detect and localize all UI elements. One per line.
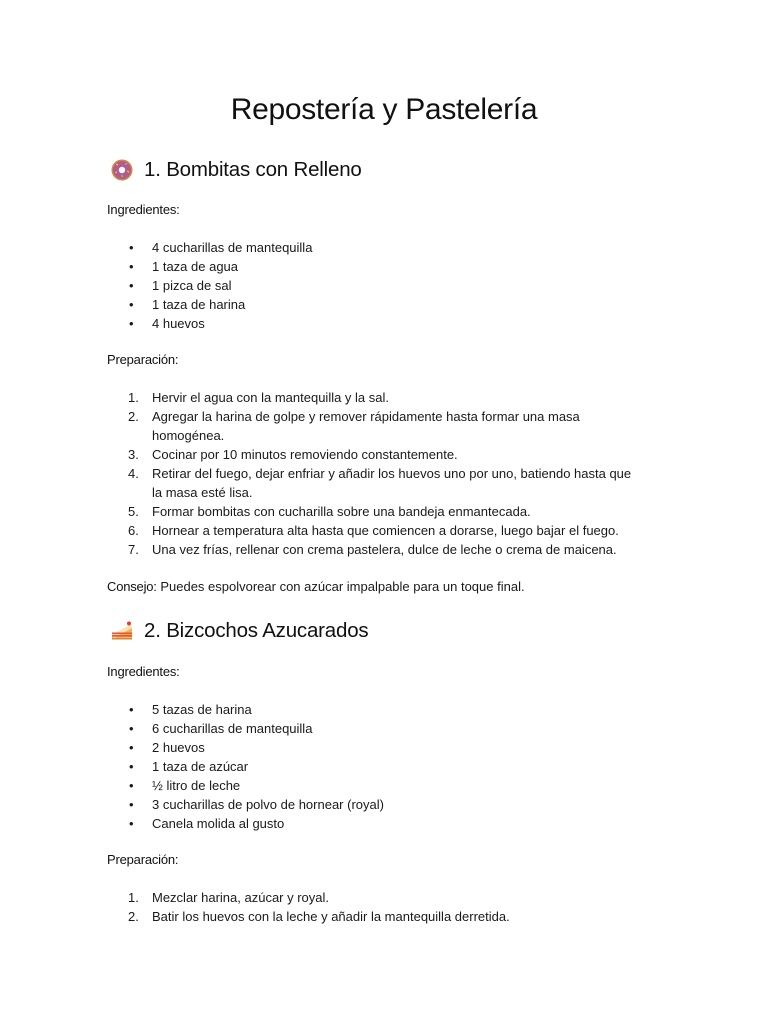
recipe-heading-text: 1. Bombitas con Relleno (144, 158, 362, 181)
bullet-icon: • (129, 797, 134, 812)
step-item: 2. Agregar la harina de golpe y remover rápidamente hasta formar una masa homogénea. (128, 409, 580, 443)
step-item: 4. Retirar del fuego, dejar enfriar y añadir los huevos uno por uno, batiendo hasta que la masa esté lisa. (128, 466, 632, 500)
list-item: • 1 taza de azúcar (129, 759, 249, 774)
step-item: 3. Cocinar por 10 minutos removiendo constantemente. (128, 447, 458, 462)
list-item: • 5 tazas de harina (129, 702, 252, 717)
cake-slice-icon (110, 619, 134, 643)
list-item: • 1 pizca de sal (129, 278, 232, 293)
bullet-icon: • (129, 759, 134, 774)
list-item: • 1 taza de harina (129, 297, 246, 312)
bullet-icon: • (129, 297, 134, 312)
recipe-heading (110, 155, 687, 185)
step-item: 1. Hervir el agua con la mantequilla y la sal. (128, 390, 390, 405)
list-item: • 2 huevos (129, 740, 205, 755)
list-item: • 4 cucharillas de mantequilla (129, 240, 313, 255)
bullet-icon: • (129, 778, 134, 793)
recipe-heading (110, 616, 687, 646)
preparation-label: Preparación: (107, 852, 179, 867)
bullet-icon: • (129, 240, 134, 255)
ingredients-label: Ingredientes: (107, 202, 180, 217)
bullet-icon: • (129, 278, 134, 293)
recipe-heading-text: 2. Bizcochos Azucarados (144, 619, 369, 642)
list-item: • 6 cucharillas de mantequilla (129, 721, 313, 736)
bullet-icon: • (129, 259, 134, 274)
list-item: • ½ litro de leche (129, 778, 241, 793)
ingredients-list (107, 238, 687, 333)
step-item: 5. Formar bombitas con cucharilla sobre una bandeja enmantecada. (128, 504, 531, 519)
step-item: 6. Hornear a temperatura alta hasta que comiencen a dorarse, luego bajar el fuego. (128, 523, 619, 538)
tip-paragraph (107, 577, 687, 596)
ingredients-list (107, 700, 687, 833)
recipe-section-bizcochos (107, 616, 687, 926)
bullet-icon: • (129, 316, 134, 331)
tip-text: Puedes espolvorear con azúcar impalpable para un toque final. (156, 579, 525, 594)
list-item: • 3 cucharillas de polvo de hornear (royal) (129, 797, 384, 812)
preparation-steps (107, 388, 687, 559)
step-item: 1. Mezclar harina, azúcar y royal. (128, 890, 330, 905)
ingredients-label: Ingredientes: (107, 664, 180, 679)
bullet-icon: • (129, 816, 134, 831)
preparation-steps (107, 888, 687, 926)
page-title: Repostería y Pastelería (230, 93, 538, 126)
donut-icon (110, 158, 134, 182)
preparation-label: Preparación: (107, 352, 179, 367)
bullet-icon: • (129, 702, 134, 717)
bullet-icon: • (129, 721, 134, 736)
recipe-section-bombitas (107, 155, 687, 596)
list-item: • 4 huevos (129, 316, 205, 331)
list-item: • Canela molida al gusto (129, 816, 285, 831)
step-item: 2. Batir los huevos con la leche y añadir la mantequilla derretida. (128, 909, 510, 924)
list-item: • 1 taza de agua (129, 259, 239, 274)
tip-label: Consejo: (107, 579, 157, 594)
bullet-icon: • (129, 740, 134, 755)
step-item: 7. Una vez frías, rellenar con crema pastelera, dulce de leche o crema de maicena. (128, 542, 617, 557)
